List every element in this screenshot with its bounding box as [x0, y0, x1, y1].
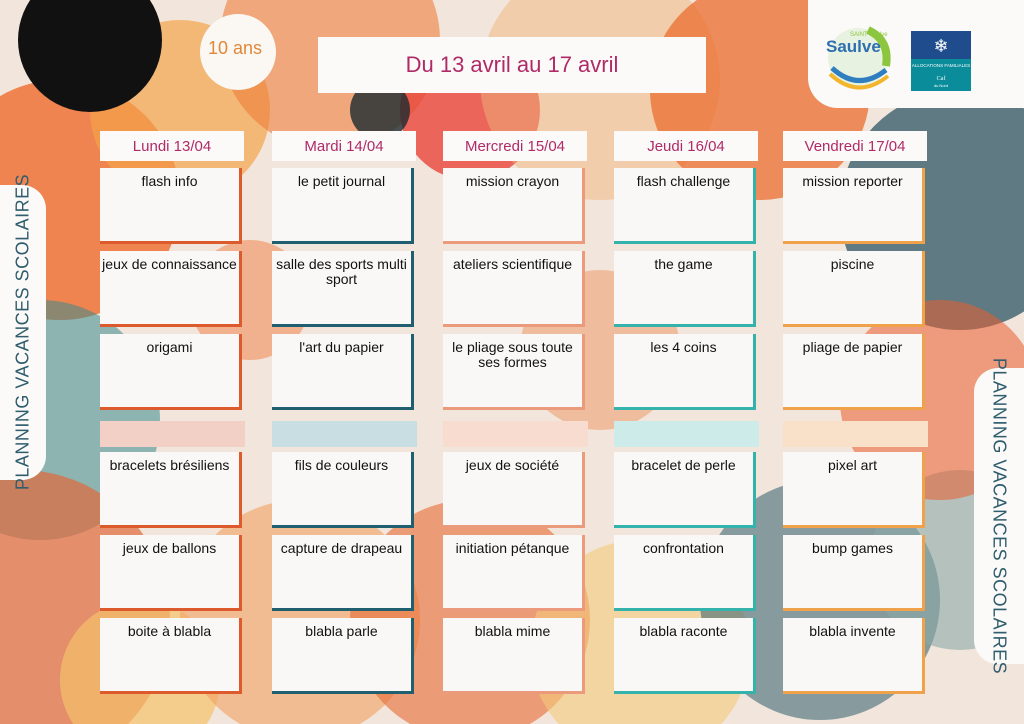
logo-card: [808, 0, 1024, 108]
svg-text:ALLOCATIONS FAMILIALES: ALLOCATIONS FAMILIALES: [911, 63, 971, 68]
logos: [808, 0, 1024, 108]
side-label-right: PLANNING VACANCES SCOLAIRES: [989, 357, 1010, 675]
activity-cell: flash info: [100, 168, 242, 244]
svg-text:du Nord: du Nord: [933, 83, 949, 88]
activity-cell: blabla raconte: [614, 618, 756, 694]
day-header: Vendredi 17/04: [783, 131, 927, 161]
lunch-break-band: [783, 421, 928, 447]
svg-text:❄: ❄: [933, 36, 949, 57]
activity-cell: pliage de papier: [783, 334, 925, 410]
day-header: Mardi 14/04: [272, 131, 416, 161]
day-header: Jeudi 16/04: [614, 131, 758, 161]
activity-cell: les 4 coins: [614, 334, 756, 410]
activity-cell: mission reporter: [783, 168, 925, 244]
activity-cell: fils de couleurs: [272, 452, 414, 528]
activity-cell: blabla parle: [272, 618, 414, 694]
lunch-break-band: [272, 421, 417, 447]
activity-cell: capture de drapeau: [272, 535, 414, 611]
svg-text:Saulve: Saulve: [826, 37, 881, 56]
lunch-break-band: [614, 421, 759, 447]
activity-cell: piscine: [783, 251, 925, 327]
activity-cell: jeux de société: [443, 452, 585, 528]
activity-cell: le pliage sous toute ses formes: [443, 334, 585, 410]
lunch-break-band: [100, 421, 245, 447]
activity-cell: confrontation: [614, 535, 756, 611]
caf-logo: [911, 31, 971, 91]
activity-cell: pixel art: [783, 452, 925, 528]
age-label: 10 ans: [208, 38, 263, 58]
activity-cell: mission crayon: [443, 168, 585, 244]
activity-cell: blabla invente: [783, 618, 925, 694]
activity-cell: bracelets brésiliens: [100, 452, 242, 528]
activity-cell: blabla mime: [443, 618, 585, 694]
activity-cell: jeux de ballons: [100, 535, 242, 611]
activity-cell: jeux de connaissance: [100, 251, 242, 327]
lunch-break-band: [443, 421, 588, 447]
activity-cell: ateliers scientifique: [443, 251, 585, 327]
activity-cell: the game: [614, 251, 756, 327]
side-label-left: PLANNING VACANCES SCOLAIRES: [12, 173, 33, 491]
activity-cell: bump games: [783, 535, 925, 611]
saint-text: SAINT Saulve: [850, 32, 888, 38]
activity-cell: initiation pétanque: [443, 535, 585, 611]
activity-cell: bracelet de perle: [614, 452, 756, 528]
activity-cell: l'art du papier: [272, 334, 414, 410]
svg-text:Caf: Caf: [936, 76, 946, 82]
day-header: Mercredi 15/04: [443, 131, 587, 161]
activity-cell: boite à blabla: [100, 618, 242, 694]
activity-cell: flash challenge: [614, 168, 756, 244]
activity-cell: le petit journal: [272, 168, 414, 244]
day-header: Lundi 13/04: [100, 131, 244, 161]
saint-saulve-logo: [826, 28, 888, 88]
page-title: Du 13 avril au 17 avril: [318, 37, 706, 93]
activity-cell: origami: [100, 334, 242, 410]
activity-cell: salle des sports multi sport: [272, 251, 414, 327]
